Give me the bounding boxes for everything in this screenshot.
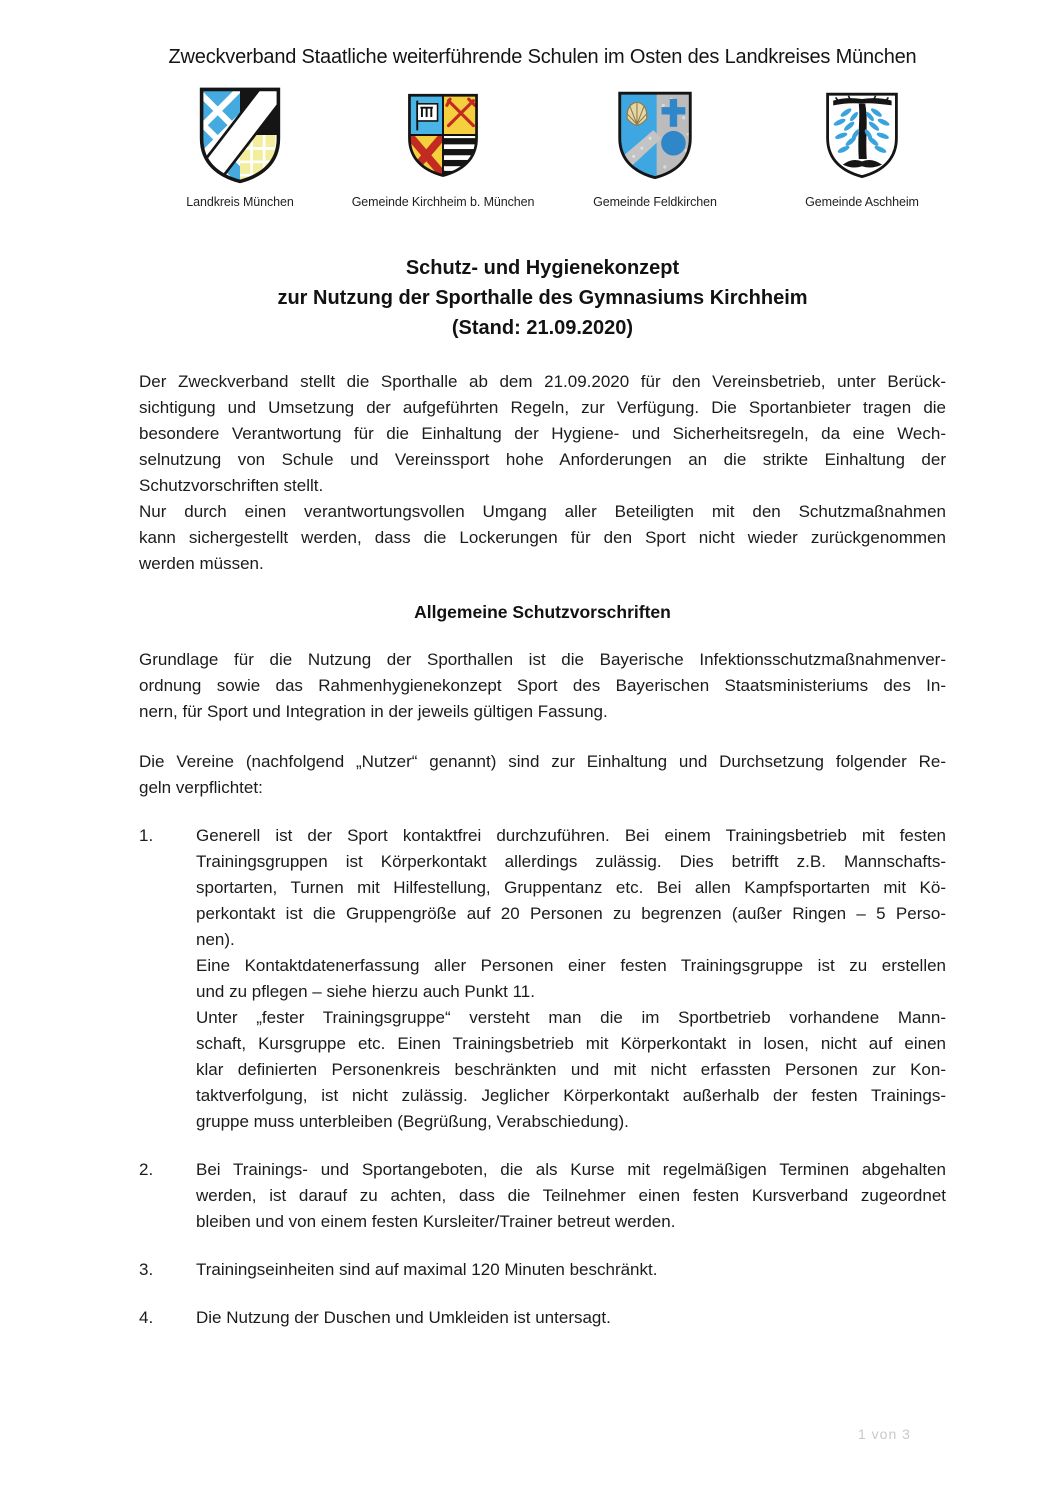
basis-paragraph [139,647,946,725]
text-line: gruppe muss unterbleiben (Begrüßung, Verabschiedung). [196,1112,629,1131]
text-line: Die Nutzung der Duschen und Umkleiden ist untersagt. [196,1308,611,1327]
text-line: nern, für Sport und Integration in der jeweils gültigen Fassung. [139,702,608,721]
text-line: perkontakt ist die Gruppengröße auf 20 Personen zu begrenzen (außer Ringen – 5 Perso- [196,904,946,923]
rule-item-4 [139,1305,946,1331]
text-line: und zu pflegen – siehe hierzu auch Punkt 11. [196,982,535,1001]
aschheim-crest-icon [822,85,902,185]
text-line: Bei Trainings- und Sportangeboten, die als Kurse mit regelmäßigen Terminen abgehalten [196,1160,946,1179]
vereine-paragraph [139,749,946,801]
text-line: Eine Kontaktdatenerfassung aller Personen einer festen Trainingsgruppe ist zu erstellen [196,956,946,975]
text-line: sichtigung und Umsetzung der aufgeführten Regeln, zur Verfügung. Die Sportanbieter tragen die [139,398,946,417]
text-line: nen). [196,930,235,949]
crest-label: Gemeinde Aschheim [805,195,919,209]
text-line: werden, ist darauf zu achten, dass die Teilnehmer einen festen Kursverband zugeordnet [196,1186,946,1205]
feldkirchen-crest-icon [614,85,696,185]
header-title: Zweckverband Staatliche weiterführende Schulen im Osten des Landkreises München [168,46,917,68]
rule-number: 3. [139,1260,154,1279]
text-line: schaft, Kursgruppe etc. Einen Trainingsbetrieb mit Körperkontakt in losen, nicht auf einen [196,1034,946,1053]
crest-feldkirchen [545,85,765,209]
rule-number: 1. [139,826,154,845]
crest-aschheim [752,85,972,209]
kirchheim-crest-icon [404,85,482,185]
rule-text [196,823,946,1135]
crest-label: Gemeinde Kirchheim b. München [351,195,535,209]
text-line: Generell ist der Sport kontaktfrei durchzuführen. Bei einem Trainingsbetrieb mit festen [196,826,946,845]
text-line: Der Zweckverband stellt die Sporthalle ab dem 21.09.2020 für den Vereinsbetrieb, unter Berück- [139,372,946,391]
intro-paragraph-1 [139,369,946,499]
rules-list [139,823,946,1331]
text-line: Nur durch einen verantwortungsvollen Umgang aller Beteiligten mit den Schutzmaßnahmen [139,502,946,521]
text-line: kann sichergestellt werden, dass die Lockerungen für den Sport nicht wieder zurückgenommen [139,528,946,547]
text-line: besondere Verantwortung für die Einhaltung der Hygiene- und Sicherheitsregeln, da eine Wech- [139,424,946,443]
rule-number: 4. [139,1308,154,1327]
title-line-2: zur Nutzung der Sporthalle des Gymnasiums Kirchheim [277,287,808,309]
crest-kirchheim [333,85,553,209]
intro-paragraph-2 [139,499,946,577]
page-number: 1 von 3 [858,1426,911,1442]
crest-row [0,85,1058,211]
rule-item-3 [139,1257,946,1283]
landkreis-muenchen-crest-icon [194,85,286,185]
text-line: taktverfolgung, ist nicht zulässig. Jeglicher Körperkontakt außerhalb der festen Trainings- [196,1086,946,1105]
text-line: Trainingseinheiten sind auf maximal 120 Minuten beschränkt. [196,1260,658,1279]
text-line: Schutzvorschriften stellt. [139,476,324,495]
title-line-3: (Stand: 21.09.2020) [451,317,634,339]
text-line: selnutzung von Schule und Vereinssport hohe Anforderungen an die strikte Einhaltung der [139,450,946,469]
title-line-1: Schutz- und Hygienekonzept [405,257,680,279]
text-line: geln verpflichtet: [139,778,263,797]
rule-text [196,1157,946,1235]
text-line: Grundlage für die Nutzung der Sporthallen ist die Bayerische Infektionsschutzmaßnahmenver- [139,650,946,669]
rule-number: 2. [139,1160,154,1179]
text-line: ordnung sowie das Rahmenhygienekonzept Sport des Bayerischen Staatsministeriums des In- [139,676,946,695]
text-line: werden müssen. [139,554,264,573]
section-heading: Allgemeine Schutzvorschriften [414,602,671,622]
crest-landkreis-muenchen [130,85,350,209]
rule-item-1 [139,823,946,1135]
crest-label: Gemeinde Feldkirchen [593,195,717,209]
text-line: klar definierten Personenkreis beschränkten und mit nicht erfassten Personen zur Kon- [196,1060,946,1079]
text-line: Trainingsgruppen ist Körperkontakt allerdings zulässig. Dies betrifft z.B. Mannschafts- [196,852,946,871]
crest-label: Landkreis München [186,195,294,209]
rule-text [196,1257,946,1283]
document-title [139,253,946,343]
text-line: sportarten, Turnen mit Hilfestellung, Gruppentanz etc. Bei allen Kampfsportarten mit Kö- [196,878,946,897]
rule-text [196,1305,946,1331]
rule-item-2 [139,1157,946,1235]
text-line: Die Vereine (nachfolgend „Nutzer“ genannt) sind zur Einhaltung und Durchsetzung folgender Re- [139,752,946,771]
text-line: bleiben und von einem festen Kursleiter/Trainer betreut werden. [196,1212,676,1231]
text-line: Unter „fester Trainingsgruppe“ versteht man die im Sportbetrieb vorhandene Mann- [196,1008,946,1027]
